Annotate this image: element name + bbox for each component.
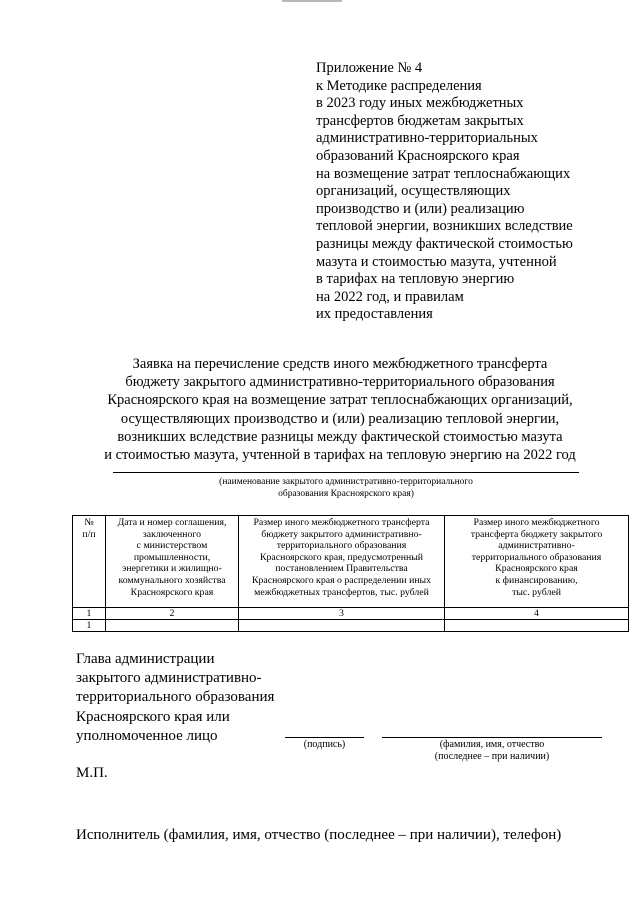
- header-line: энергетики и жилищно-: [122, 563, 222, 575]
- header-line: бюджету закрытого административно-: [261, 528, 422, 540]
- table-cell[interactable]: [445, 620, 629, 632]
- table-cell: 1: [73, 620, 106, 632]
- appendix-line: на 2022 год, и правилам: [316, 288, 464, 305]
- appendix-block: [316, 60, 616, 324]
- appendix-line: тепловой энергии, возникших вследствие: [316, 218, 573, 235]
- table-cell: 1: [73, 608, 106, 620]
- header-line: заключенного: [142, 528, 202, 540]
- request-title-line: Красноярского края на возмещение затрат теплоснабжающих организаций,: [107, 392, 573, 409]
- header-line: к финансированию,: [495, 574, 578, 586]
- appendix-line: разницы между фактической стоимостью: [316, 235, 573, 252]
- head-line: уполномоченное лицо: [76, 727, 218, 744]
- appendix-line: к Методике распределения: [316, 77, 482, 94]
- header-line: Красноярского края: [130, 586, 214, 598]
- request-title-line: и стоимостью мазута, учтенной в тарифах на тепловую энергию на 2022 год: [104, 447, 576, 464]
- header-cell-number: [73, 516, 106, 608]
- request-title-line: осуществляющих производство и (или) реализацию тепловой энергии,: [120, 410, 560, 427]
- appendix-line: трансфертов бюджетам закрытых: [316, 112, 524, 129]
- caption-line: образования Красноярского края): [278, 489, 414, 499]
- request-title: [60, 355, 620, 464]
- request-title-line: возникших вследствие разницы между фактической стоимостью мазута: [117, 428, 563, 445]
- appendix-line: производство и (или) реализацию: [316, 200, 525, 217]
- header-line: административно-: [498, 540, 575, 552]
- caption-line: (последнее – при наличии): [434, 751, 550, 762]
- head-line: территориального образования: [76, 689, 275, 706]
- stamp-place-label: М.П.: [76, 765, 108, 781]
- header-line: №: [84, 517, 94, 528]
- appendix-line: административно-территориальных: [316, 130, 538, 147]
- header-line: Размер иного межбюджетного трансферта: [253, 517, 430, 528]
- header-line: промышленности,: [133, 551, 211, 563]
- table-cell[interactable]: [239, 620, 445, 632]
- table-cell: 3: [239, 608, 445, 620]
- full-name-fill-line[interactable]: [382, 737, 602, 738]
- signature-fill-line[interactable]: [285, 737, 364, 738]
- header-line: Красноярского края о распределении иных: [251, 574, 432, 586]
- header-cell-financing-amount: [445, 516, 629, 608]
- header-cell-transfer-amount: [239, 516, 445, 608]
- header-line: Размер иного межбюджетного: [473, 517, 600, 528]
- signature-caption: (подпись): [303, 739, 346, 750]
- appendix-line: Приложение № 4: [316, 60, 423, 76]
- head-line: закрытого административно-: [76, 670, 262, 687]
- full-name-caption: [382, 739, 602, 763]
- appendix-line: образований Красноярского края: [316, 147, 520, 164]
- header-cell-agreement: [106, 516, 239, 608]
- transfer-table: [72, 515, 629, 632]
- header-line: Красноярского края: [495, 563, 578, 575]
- caption-line: (фамилия, имя, отчество: [439, 739, 545, 750]
- head-of-administration-block: [76, 650, 274, 746]
- header-line: Дата и номер соглашения,: [117, 517, 227, 528]
- table-header-row: [73, 516, 629, 608]
- table-number-row: [73, 608, 629, 620]
- table-cell[interactable]: [106, 620, 239, 632]
- header-line: п/п: [82, 528, 96, 540]
- appendix-line: их предоставления: [316, 306, 433, 323]
- request-title-line: Заявка на перечисление средств иного межбюджетного трансферта: [132, 356, 548, 372]
- header-line: трансферта бюджету закрытого: [470, 528, 603, 540]
- header-line: Красноярского края, предусмотренный: [259, 551, 424, 563]
- header-line: тыс. рублей: [512, 586, 561, 598]
- table-cell: 2: [106, 608, 239, 620]
- head-line: Глава администрации: [76, 651, 215, 667]
- appendix-line: в тарифах на тепловую энергию: [316, 271, 515, 288]
- entity-name-fill-line[interactable]: [113, 472, 579, 473]
- header-line: с министерством: [136, 540, 208, 552]
- request-title-line: бюджету закрытого административно-территориального образования: [125, 374, 555, 391]
- caption-line: (наименование закрытого административно-территориального: [219, 477, 473, 487]
- header-line: коммунального хозяйства: [118, 574, 226, 586]
- head-line: Красноярского края или: [76, 708, 230, 725]
- appendix-line: в 2023 году иных межбюджетных: [316, 95, 524, 112]
- appendix-line: мазута и стоимостью мазута, учтенной: [316, 253, 557, 270]
- table-row: [73, 620, 629, 632]
- header-line: территориального образования: [471, 551, 602, 563]
- appendix-line: на возмещение затрат теплоснабжающих: [316, 165, 571, 182]
- header-line: межбюджетных трансфертов, тыс. рублей: [254, 586, 429, 598]
- header-line: постановлением Правительства: [275, 563, 408, 575]
- executor-label: Исполнитель (фамилия, имя, отчество (последнее – при наличии), телефон): [76, 827, 562, 843]
- header-line: территориального образования: [276, 540, 407, 552]
- table-cell: 4: [445, 608, 629, 620]
- entity-name-caption: [113, 476, 579, 500]
- top-scan-mark: [282, 0, 342, 2]
- appendix-line: организаций, осуществляющих: [316, 183, 511, 200]
